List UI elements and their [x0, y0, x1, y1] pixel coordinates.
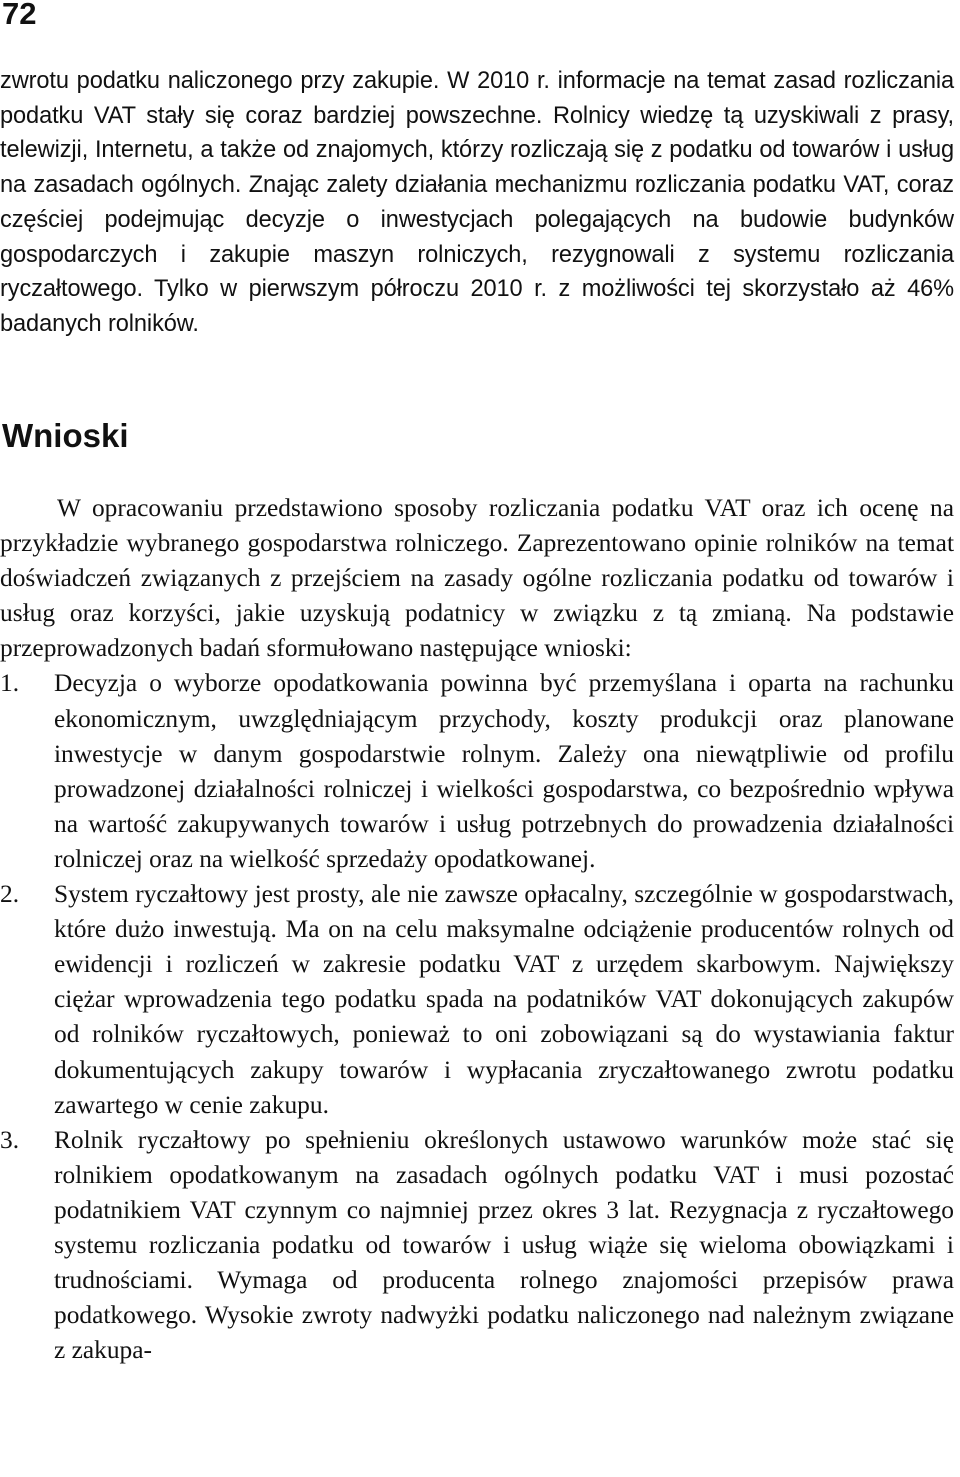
list-item-number: 1.	[0, 669, 20, 698]
conclusions-paragraph: W opracowaniu przedstawiono sposoby rozliczania podatku VAT oraz ich ocenę na przykładzie wybranego gospodarstwa rolniczego. Zaprezentowano opinie rolników na temat doświadczeń związanych z przejściem na zasady ogólne rozliczania podatku od towarów i usług oraz korzyści, jakie uzyskują podatnicy w związku z tą zmianą. Na podstawie przeprowadzonych badań sformułowano następujące wnioski:	[0, 494, 954, 663]
list-item	[0, 666, 954, 877]
intro-paragraph: zwrotu podatku naliczonego przy zakupie. W 2010 r. informacje na temat zasad rozliczania podatku VAT stały się coraz bardziej powszechne. Rolnicy wiedzę tą uzyskiwali z prasy, telewizji, Internetu, a także od znajomych, którzy rozliczają się z podatku od towarów i usług na zasadach ogólnych. Znając zalety działania mechanizmu rozliczania podatku VAT, coraz częściej podejmując decyzje o inwestycjach polegających na budowie budynków gospodarczych i zakupie maszyn rolniczych, rezygnowali z systemu rozliczania ryczałtowego. Tylko w pierwszym półroczu 2010 r. z możliwości tej skorzystało aż 46% badanych rolników.	[0, 68, 954, 337]
list-item-text: Decyzja o wyborze opodatkowania powinna być przemyślana i oparta na rachunku ekonomicznym, uwzględniającym przychody, koszty produkcji oraz planowane inwestycje w danym gospodarstwie rolnym. Zależy ona niewątpliwie od profilu prowadzonej działalności rolniczej i wielkości gospodarstwa, co bezpośrednio wpływa na wartość zakupywanych towarów i usług potrzebnych do prowadzenia działalności rolniczej oraz na wielkość sprzedaży opodatkowanej.	[54, 669, 954, 873]
list-item-number: 2.	[0, 880, 20, 909]
list-item	[0, 877, 954, 1123]
list-item-text: System ryczałtowy jest prosty, ale nie zawsze opłacalny, szczególnie w gospodarstwach, które dużo inwestują. Ma on na celu maksymalne odciążenie producentów rolnych od ewidencji i rozliczeń w zakresie podatku VAT z urzędem skarbowym. Największy ciężar wprowadzenia tego podatku spada na podatników VAT dokonujących zakupów od rolników ryczałtowych, ponieważ to oni zobowiązani są do wystawiania faktur dokumentujących zakupy towarów i wypłacania zryczałtowanego zwrotu podatku zawartego w cenie zakupu.	[54, 880, 954, 1119]
list-item-text: Rolnik ryczałtowy po spełnieniu określonych ustawowo warunków może stać się rolnikiem opodatkowanym na zasadach ogólnych podatku VAT i musi pozostać podatnikiem VAT czynnym co najmniej przez okres 3 lat. Rezygnacja z ryczałtowego systemu rozliczania podatku od towarów i usług wiąże się wieloma obowiązkami i trudnościami. Wymaga od producenta rolnego znajomości przepisów prawa podatkowego. Wysokie zwroty nadwyżki podatku naliczonego nad należnym związane z zakupa-	[54, 1125, 954, 1365]
conclusions-list	[0, 666, 954, 1368]
conclusions-section	[0, 491, 954, 1368]
list-item-number: 3.	[0, 1125, 20, 1154]
list-item	[0, 1123, 954, 1369]
section-heading: Wnioski	[2, 417, 129, 454]
page-number: 72	[2, 0, 37, 31]
